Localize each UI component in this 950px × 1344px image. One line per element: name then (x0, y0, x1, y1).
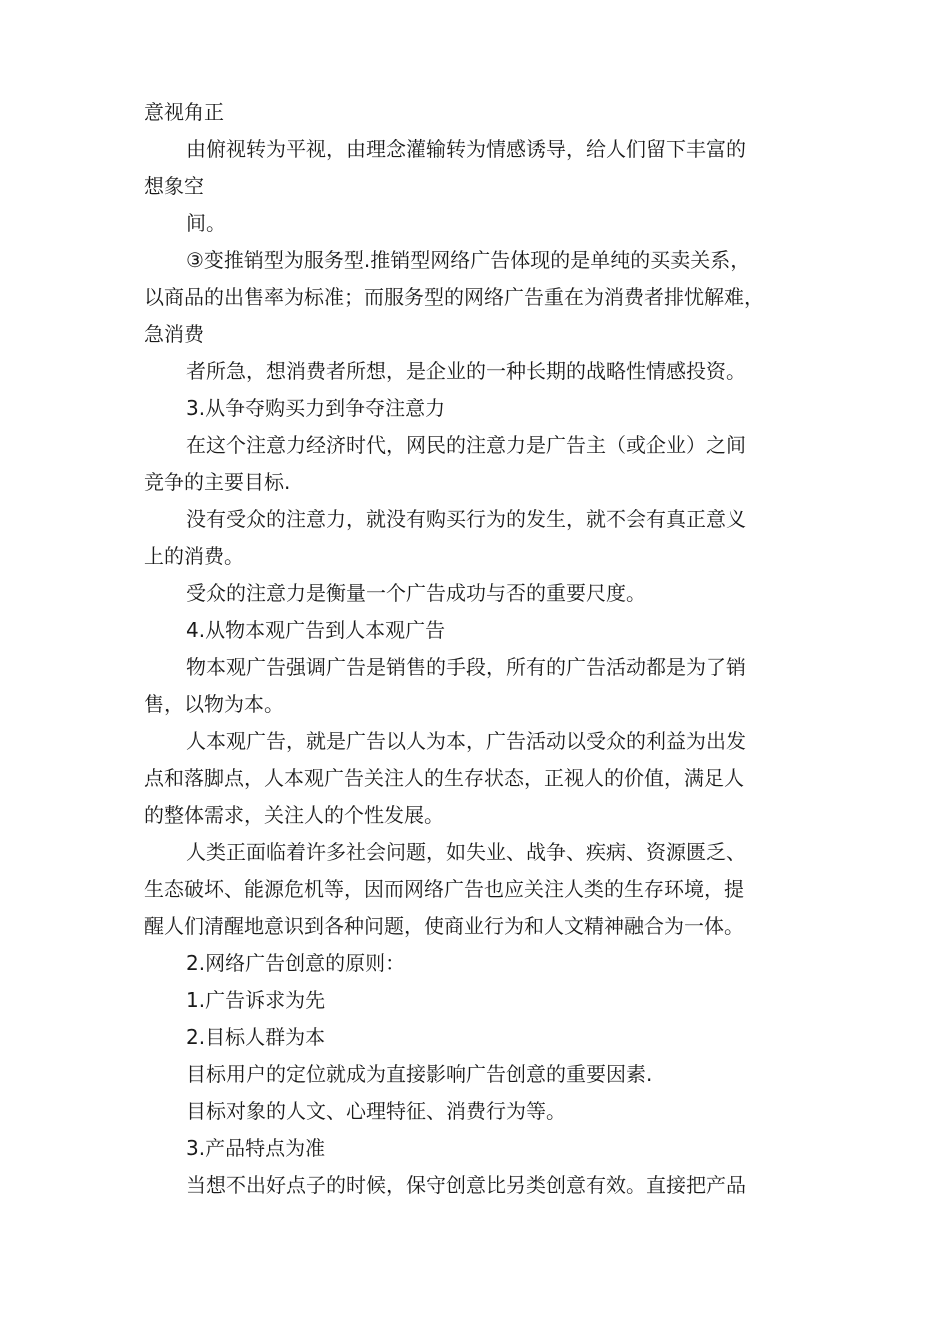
text-line: 1.广告诉求为先 (186, 988, 326, 1012)
text-line: 急消费 (144, 322, 204, 346)
text-line: 想象空 (144, 174, 204, 198)
text-line: 物本观广告强调广告是销售的手段，所有的广告活动都是为了销 (186, 655, 746, 679)
text-line: 者所急，想消费者所想，是企业的一种长期的战略性情感投资。 (186, 359, 746, 383)
text-line: 点和落脚点，人本观广告关注人的生存状态，正视人的价值，满足人 (144, 766, 744, 790)
text-line: 4.从物本观广告到人本观广告 (186, 618, 446, 642)
text-line: 2.网络广告创意的原则： (186, 951, 406, 975)
text-line: 当想不出好点子的时候，保守创意比另类创意有效。直接把产品 (186, 1173, 746, 1197)
text-line: 目标用户的定位就成为直接影响广告创意的重要因素. (186, 1062, 653, 1086)
text-line: 的整体需求，关注人的个性发展。 (144, 803, 444, 827)
text-line: 2.目标人群为本 (186, 1025, 326, 1049)
text-line: 受众的注意力是衡量一个广告成功与否的重要尺度。 (186, 581, 646, 605)
text-line: 没有受众的注意力，就没有购买行为的发生，就不会有真正意义 (186, 507, 746, 531)
text-line: 在这个注意力经济时代，网民的注意力是广告主（或企业）之间 (186, 433, 746, 457)
text-line: 上的消费。 (144, 544, 244, 568)
text-line: 间。 (186, 211, 226, 235)
text-line: 3.产品特点为准 (186, 1136, 326, 1160)
text-line: 目标对象的人文、心理特征、消费行为等。 (186, 1099, 566, 1123)
text-line: 由俯视转为平视，由理念灌输转为情感诱导，给人们留下丰富的 (186, 137, 746, 161)
document-body (144, 94, 814, 1204)
text-line: 以商品的出售率为标准；而服务型的网络广告重在为消费者排忧解难， (144, 285, 764, 309)
text-line: 人类正面临着许多社会问题，如失业、战争、疾病、资源匮乏、 (186, 840, 746, 864)
text-line: 意视角正 (144, 100, 224, 124)
text-line: 3.从争夺购买力到争夺注意力 (186, 396, 446, 420)
text-line: 售，以物为本。 (144, 692, 284, 716)
text-line: ③变推销型为服务型.推销型网络广告体现的是单纯的买卖关系， (186, 248, 751, 272)
text-line: 生态破坏、能源危机等，因而网络广告也应关注人类的生存环境，提 (144, 877, 744, 901)
text-line: 人本观广告，就是广告以人为本，广告活动以受众的利益为出发 (186, 729, 746, 753)
text-line: 醒人们清醒地意识到各种问题，使商业行为和人文精神融合为一体。 (144, 914, 744, 938)
text-line: 竞争的主要目标. (144, 470, 291, 494)
